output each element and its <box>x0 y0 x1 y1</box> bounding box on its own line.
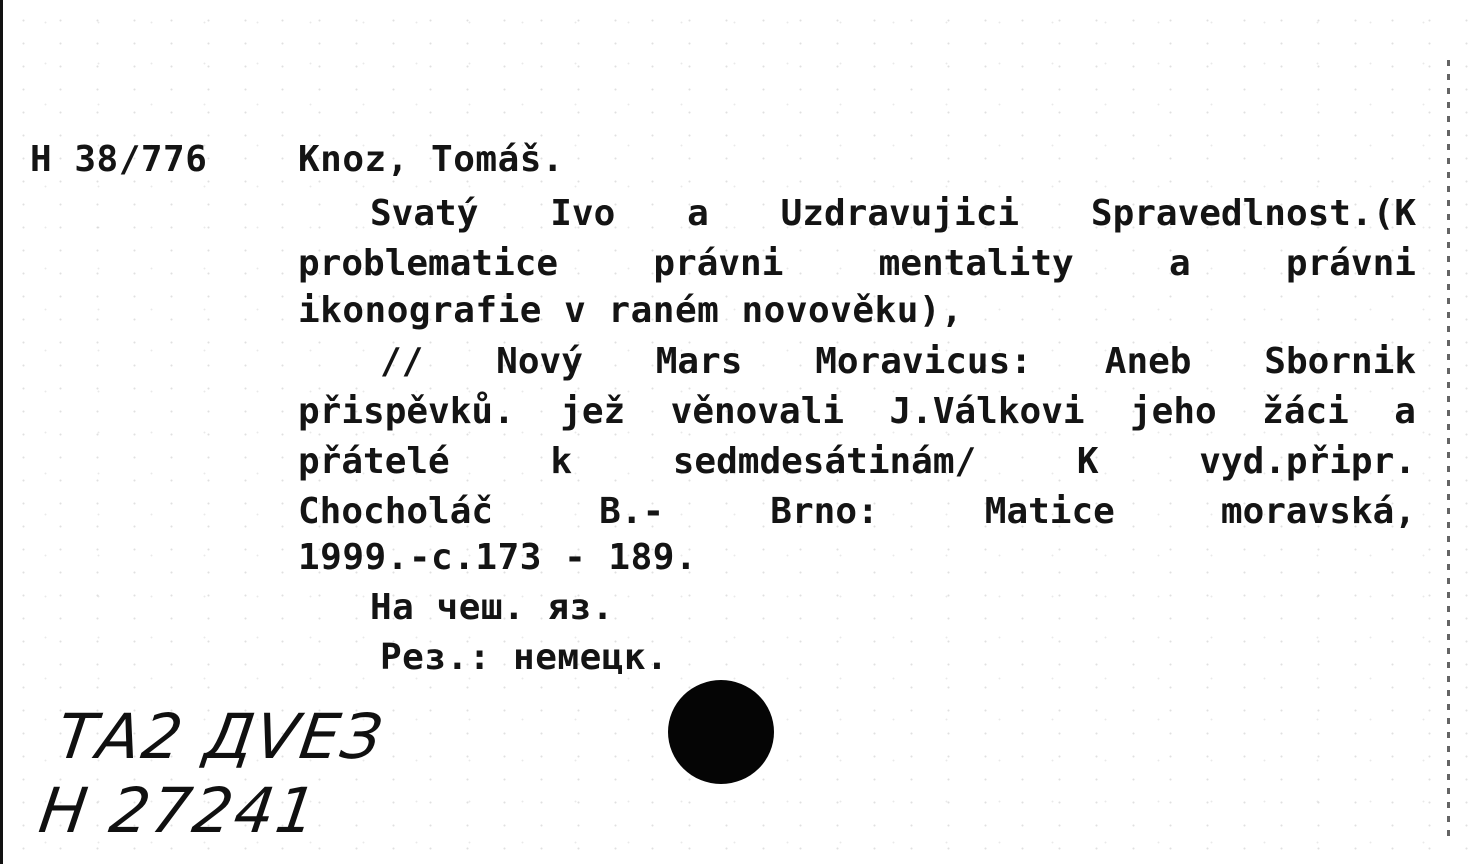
source-word: Brno: <box>770 491 879 532</box>
source-word: Moravicus: <box>815 341 1032 382</box>
source-word: K <box>1076 441 1099 482</box>
card-left-edge <box>0 0 3 864</box>
source-word: k <box>550 441 573 482</box>
source-word: jeho <box>1130 391 1217 432</box>
source-word: moravská, <box>1220 491 1416 532</box>
source-line-1 <box>380 341 1416 382</box>
punch-hole <box>668 680 774 784</box>
title-word: Uzdravujici <box>780 193 1020 234</box>
source-word: Nový <box>496 341 583 382</box>
source-line-5: 1999.-c.173 - 189. <box>298 537 698 578</box>
title-line-3: ikonografie v raném novověku), <box>298 290 964 331</box>
source-word: a <box>1394 391 1416 432</box>
title-word: Svatý <box>370 193 479 234</box>
source-word: Matice <box>984 491 1115 532</box>
source-word: věnovali <box>670 391 845 432</box>
source-line-2 <box>298 391 1416 432</box>
title-word: Spravedlnost.(K <box>1090 193 1416 234</box>
source-word: Aneb <box>1104 341 1192 382</box>
source-line-3 <box>298 441 1416 482</box>
title-word: a <box>1168 243 1191 284</box>
source-word: // <box>380 341 424 382</box>
source-word: B.- <box>599 491 665 532</box>
source-word: sedmdesátinám/ <box>672 441 977 482</box>
source-word: Mars <box>655 341 743 382</box>
title-word: problematice <box>298 243 559 284</box>
language-note: На чеш. яз. <box>370 587 614 628</box>
source-word: vyd.připr. <box>1199 441 1416 482</box>
handwritten-code-2: Н 27241 <box>34 774 323 847</box>
handwritten-code-1: ТА2 ДVЕЗ <box>52 700 389 773</box>
source-line-4 <box>298 491 1416 532</box>
card-right-edge <box>1447 60 1450 840</box>
call-number: H 38/776 <box>30 139 208 180</box>
source-word: přispěvků. <box>298 391 515 432</box>
source-word: J.Válkovi <box>889 391 1085 432</box>
title-word: mentality <box>878 243 1074 284</box>
title-word: právni <box>1285 243 1416 284</box>
title-word: a <box>687 193 709 234</box>
source-word: přátelé <box>298 441 450 482</box>
title-word: Ivo <box>550 193 616 234</box>
source-word: žáci <box>1262 391 1349 432</box>
title-line-1 <box>370 193 1416 234</box>
source-word: Sbornik <box>1264 341 1416 382</box>
author-name: Knoz, Tomáš. <box>298 139 565 180</box>
title-word: právni <box>653 243 784 284</box>
summary-note: Рез.: немецк. <box>380 637 669 678</box>
title-line-2 <box>298 243 1416 284</box>
source-word: Chocholáč <box>298 491 494 532</box>
source-word: jež <box>560 391 626 432</box>
